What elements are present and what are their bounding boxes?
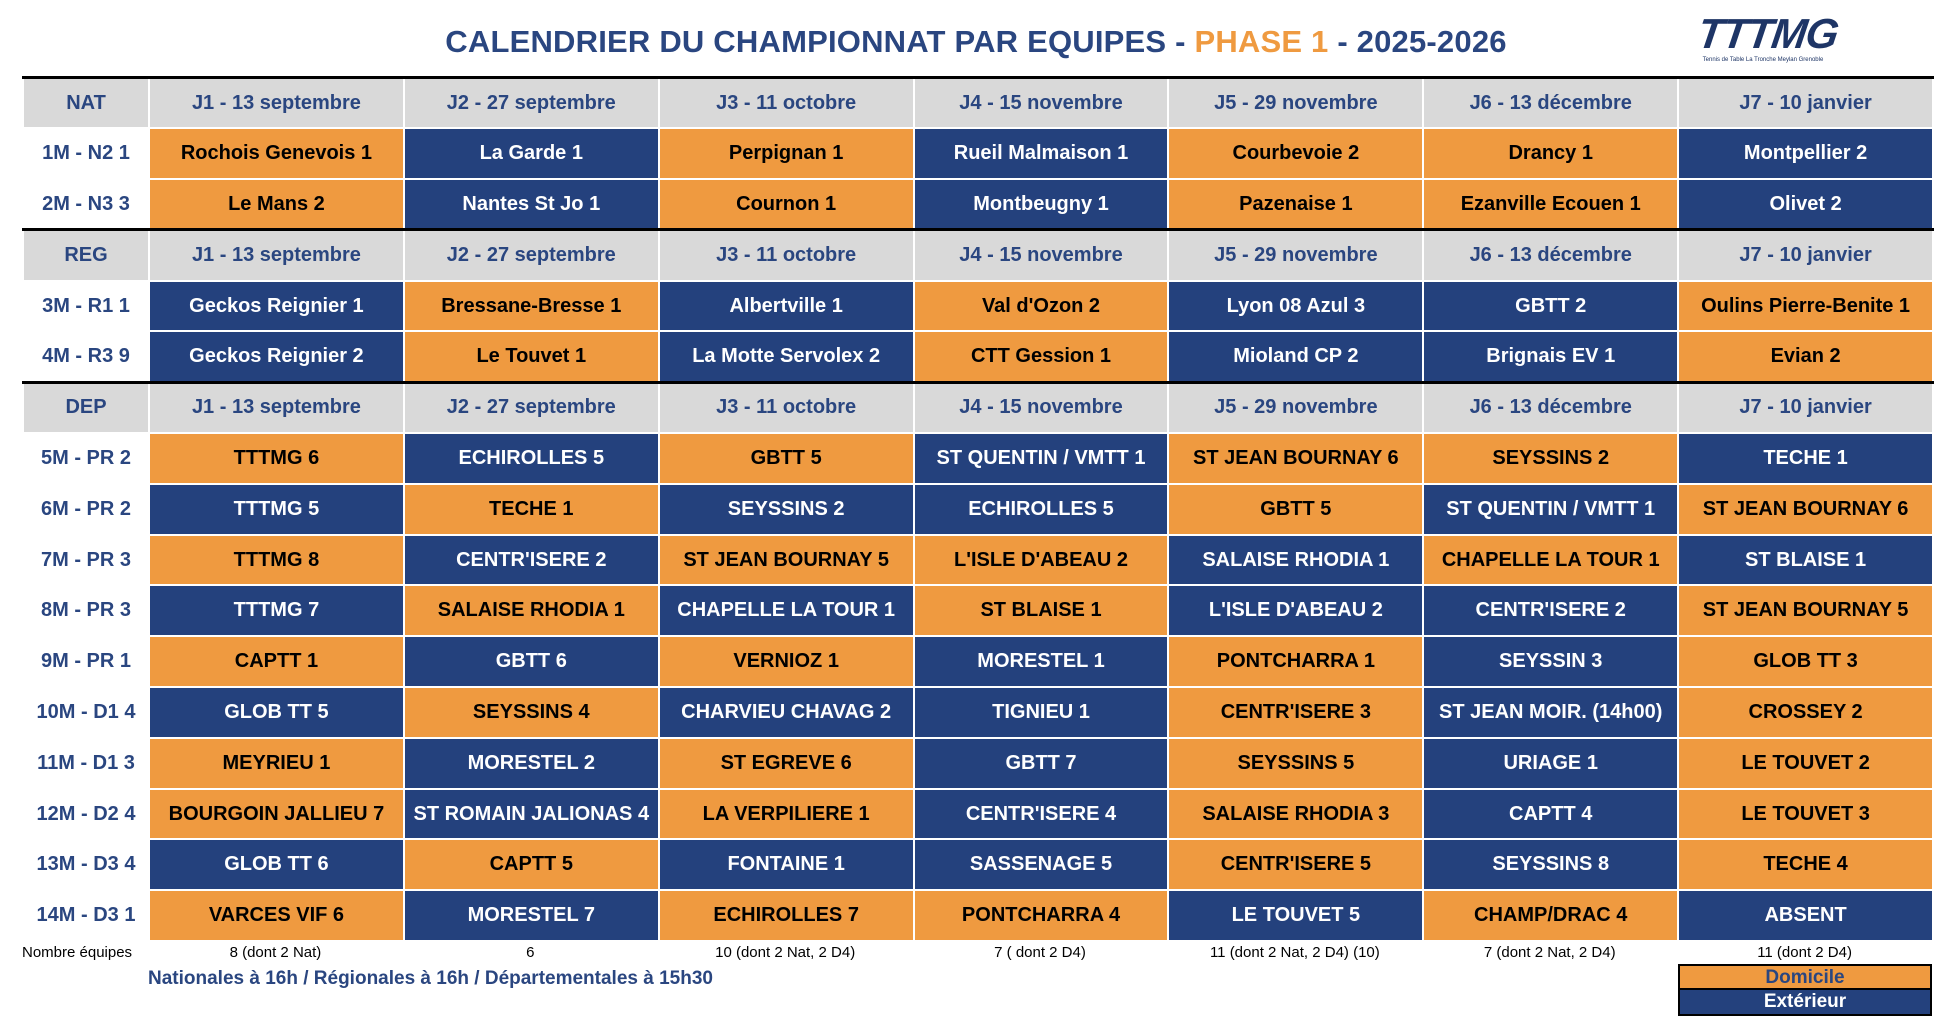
match-cell-domicile: BOURGOIN JALLIEU 7 <box>149 789 404 840</box>
section-header-row <box>23 78 1933 129</box>
match-cell-domicile: TTTMG 6 <box>149 433 404 484</box>
match-cell-exterieur: TIGNIEU 1 <box>914 687 1169 738</box>
title-suffix: - 2025-2026 <box>1328 24 1507 59</box>
match-cell-exterieur: Olivet 2 <box>1678 179 1933 230</box>
match-cell-domicile: SEYSSINS 4 <box>404 687 659 738</box>
match-cell-domicile: LE TOUVET 3 <box>1678 789 1933 840</box>
match-cell-domicile: PONTCHARRA 1 <box>1168 636 1423 687</box>
match-cell-domicile: VARCES VIF 6 <box>149 890 404 941</box>
match-cell-exterieur: L'ISLE D'ABEAU 2 <box>1168 585 1423 636</box>
match-cell-domicile: MEYRIEU 1 <box>149 738 404 789</box>
team-count: 6 <box>526 944 535 961</box>
team-count: 11 (dont 2 D4) <box>1757 944 1852 961</box>
match-cell-domicile: Oulins Pierre-Benite 1 <box>1678 281 1933 332</box>
match-cell-exterieur: Nantes St Jo 1 <box>404 179 659 230</box>
team-row <box>23 331 1933 382</box>
team-row <box>23 839 1933 890</box>
legend-domicile: Domicile <box>1678 964 1932 990</box>
match-cell-domicile: CHAPELLE LA TOUR 1 <box>1423 535 1678 586</box>
team-label: 3M - R1 1 <box>23 281 149 332</box>
match-cell-domicile: GLOB TT 3 <box>1678 636 1933 687</box>
matchday-header: J6 - 13 décembre <box>1423 78 1678 129</box>
team-counts-label: Nombre équipes <box>22 944 133 961</box>
team-row <box>23 433 1933 484</box>
team-label: 10M - D1 4 <box>23 687 149 738</box>
match-cell-exterieur: CENTR'ISERE 2 <box>1423 585 1678 636</box>
match-cell-domicile: SALAISE RHODIA 3 <box>1168 789 1423 840</box>
match-cell-exterieur: SEYSSINS 2 <box>659 484 914 535</box>
team-label: 4M - R3 9 <box>23 331 149 382</box>
match-cell-exterieur: GBTT 6 <box>404 636 659 687</box>
match-cell-domicile: ST EGREVE 6 <box>659 738 914 789</box>
match-cell-domicile: SEYSSINS 2 <box>1423 433 1678 484</box>
team-row <box>23 789 1933 840</box>
team-label: 8M - PR 3 <box>23 585 149 636</box>
match-cell-domicile: VERNIOZ 1 <box>659 636 914 687</box>
match-cell-domicile: CTT Gession 1 <box>914 331 1169 382</box>
match-cell-exterieur: La Motte Servolex 2 <box>659 331 914 382</box>
match-cell-exterieur: URIAGE 1 <box>1423 738 1678 789</box>
match-cell-domicile: ECHIROLLES 7 <box>659 890 914 941</box>
match-cell-domicile: PONTCHARRA 4 <box>914 890 1169 941</box>
logo-mark: TTTMG <box>1694 10 1841 57</box>
match-cell-domicile: LE TOUVET 2 <box>1678 738 1933 789</box>
matchday-header: J4 - 15 novembre <box>914 230 1169 281</box>
match-cell-exterieur: GLOB TT 5 <box>149 687 404 738</box>
team-label: 1M - N2 1 <box>23 128 149 179</box>
match-cell-domicile: TECHE 4 <box>1678 839 1933 890</box>
match-cell-exterieur: Geckos Reignier 2 <box>149 331 404 382</box>
match-cell-exterieur: LE TOUVET 5 <box>1168 890 1423 941</box>
matchday-header: J7 - 10 janvier <box>1678 230 1933 281</box>
match-cell-exterieur: Rueil Malmaison 1 <box>914 128 1169 179</box>
match-cell-exterieur: TTTMG 5 <box>149 484 404 535</box>
match-cell-exterieur: TTTMG 7 <box>149 585 404 636</box>
legend <box>1678 964 1932 1016</box>
section-name: REG <box>23 230 149 281</box>
match-cell-exterieur: ECHIROLLES 5 <box>914 484 1169 535</box>
match-cell-exterieur: GBTT 7 <box>914 738 1169 789</box>
team-row <box>23 636 1933 687</box>
team-label: 6M - PR 2 <box>23 484 149 535</box>
match-cell-domicile: Val d'Ozon 2 <box>914 281 1169 332</box>
matchday-header: J4 - 15 novembre <box>914 382 1169 433</box>
matchday-header: J3 - 11 octobre <box>659 382 914 433</box>
matchday-header: J6 - 13 décembre <box>1423 382 1678 433</box>
matchday-header: J2 - 27 septembre <box>404 78 659 129</box>
match-cell-exterieur: CAPTT 4 <box>1423 789 1678 840</box>
match-cell-exterieur: ST ROMAIN JALIONAS 4 <box>404 789 659 840</box>
match-cell-domicile: Rochois Genevois 1 <box>149 128 404 179</box>
section-header-row <box>23 230 1933 281</box>
matchday-header: J1 - 13 septembre <box>149 78 404 129</box>
match-cell-exterieur: CHAPELLE LA TOUR 1 <box>659 585 914 636</box>
match-cell-exterieur: CENTR'ISERE 2 <box>404 535 659 586</box>
match-cell-domicile: ST JEAN BOURNAY 5 <box>1678 585 1933 636</box>
match-cell-exterieur: CHARVIEU CHAVAG 2 <box>659 687 914 738</box>
match-cell-exterieur: Montpellier 2 <box>1678 128 1933 179</box>
match-cell-exterieur: MORESTEL 2 <box>404 738 659 789</box>
title-prefix: CALENDRIER DU CHAMPIONNAT PAR EQUIPES - <box>445 24 1195 59</box>
team-row <box>23 585 1933 636</box>
match-cell-exterieur: Montbeugny 1 <box>914 179 1169 230</box>
club-logo <box>1694 10 1841 68</box>
match-cell-domicile: TTTMG 8 <box>149 535 404 586</box>
match-cell-domicile: Le Touvet 1 <box>404 331 659 382</box>
section-name: NAT <box>23 78 149 129</box>
matchday-header: J5 - 29 novembre <box>1168 382 1423 433</box>
section-name: DEP <box>23 382 149 433</box>
section-header-row <box>23 382 1933 433</box>
team-label: 14M - D3 1 <box>23 890 149 941</box>
match-cell-exterieur: Mioland CP 2 <box>1168 331 1423 382</box>
match-cell-domicile: CAPTT 5 <box>404 839 659 890</box>
team-row <box>23 890 1933 941</box>
matchday-header: J3 - 11 octobre <box>659 78 914 129</box>
match-cell-domicile: Perpignan 1 <box>659 128 914 179</box>
match-cell-domicile: CROSSEY 2 <box>1678 687 1933 738</box>
matchday-header: J1 - 13 septembre <box>149 382 404 433</box>
match-cell-exterieur: SALAISE RHODIA 1 <box>1168 535 1423 586</box>
team-row <box>23 128 1933 179</box>
matchday-header: J5 - 29 novembre <box>1168 78 1423 129</box>
match-cell-domicile: Courbevoie 2 <box>1168 128 1423 179</box>
team-label: 7M - PR 3 <box>23 535 149 586</box>
match-cell-domicile: Ezanville Ecouen 1 <box>1423 179 1678 230</box>
team-row <box>23 738 1933 789</box>
match-cell-exterieur: MORESTEL 7 <box>404 890 659 941</box>
match-cell-domicile: CHAMP/DRAC 4 <box>1423 890 1678 941</box>
matchday-header: J7 - 10 janvier <box>1678 78 1933 129</box>
match-cell-exterieur: ABSENT <box>1678 890 1933 941</box>
match-times-note: Nationales à 16h / Régionales à 16h / Départementales à 15h30 <box>148 968 713 989</box>
page-title <box>0 24 1952 60</box>
logo-subtitle: Tennis de Table La Tronche Meylan Grenoble <box>1702 57 1824 63</box>
team-count: 10 (dont 2 Nat, 2 D4) <box>715 944 856 961</box>
team-label: 9M - PR 1 <box>23 636 149 687</box>
match-cell-exterieur: Brignais EV 1 <box>1423 331 1678 382</box>
match-cell-exterieur: ST JEAN MOIR. (14h00) <box>1423 687 1678 738</box>
match-cell-exterieur: ST BLAISE 1 <box>1678 535 1933 586</box>
match-cell-domicile: Evian 2 <box>1678 331 1933 382</box>
team-label: 5M - PR 2 <box>23 433 149 484</box>
match-cell-exterieur: GLOB TT 6 <box>149 839 404 890</box>
team-row <box>23 535 1933 586</box>
matchday-header: J5 - 29 novembre <box>1168 230 1423 281</box>
match-cell-exterieur: FONTAINE 1 <box>659 839 914 890</box>
matchday-header: J6 - 13 décembre <box>1423 230 1678 281</box>
match-cell-exterieur: ST QUENTIN / VMTT 1 <box>1423 484 1678 535</box>
match-cell-domicile: CAPTT 1 <box>149 636 404 687</box>
match-cell-domicile: GBTT 5 <box>1168 484 1423 535</box>
match-cell-domicile: Cournon 1 <box>659 179 914 230</box>
match-cell-domicile: ST JEAN BOURNAY 6 <box>1678 484 1933 535</box>
match-cell-domicile: ST JEAN BOURNAY 5 <box>659 535 914 586</box>
match-cell-domicile: ST BLAISE 1 <box>914 585 1169 636</box>
match-cell-domicile: CENTR'ISERE 5 <box>1168 839 1423 890</box>
match-cell-domicile: SALAISE RHODIA 1 <box>404 585 659 636</box>
schedule-body <box>23 78 1933 942</box>
team-label: 11M - D1 3 <box>23 738 149 789</box>
match-cell-exterieur: Lyon 08 Azul 3 <box>1168 281 1423 332</box>
match-cell-exterieur: SEYSSINS 8 <box>1423 839 1678 890</box>
match-cell-domicile: Pazenaise 1 <box>1168 179 1423 230</box>
match-cell-exterieur: La Garde 1 <box>404 128 659 179</box>
match-cell-domicile: ST JEAN BOURNAY 6 <box>1168 433 1423 484</box>
team-count: 8 (dont 2 Nat) <box>229 944 322 961</box>
match-cell-domicile: Bressane-Bresse 1 <box>404 281 659 332</box>
match-cell-domicile: Drancy 1 <box>1423 128 1678 179</box>
team-row <box>23 281 1933 332</box>
team-label: 13M - D3 4 <box>23 839 149 890</box>
match-cell-exterieur: CENTR'ISERE 4 <box>914 789 1169 840</box>
team-row <box>23 484 1933 535</box>
team-count: 11 (dont 2 Nat, 2 D4) (10) <box>1209 944 1380 961</box>
legend-exterieur: Extérieur <box>1678 990 1932 1016</box>
match-cell-exterieur: SEYSSIN 3 <box>1423 636 1678 687</box>
match-cell-domicile: CENTR'ISERE 3 <box>1168 687 1423 738</box>
team-counts-row <box>22 944 1932 966</box>
team-row <box>23 179 1933 230</box>
match-cell-exterieur: MORESTEL 1 <box>914 636 1169 687</box>
match-cell-domicile: TECHE 1 <box>404 484 659 535</box>
team-label: 2M - N3 3 <box>23 179 149 230</box>
match-cell-exterieur: SASSENAGE 5 <box>914 839 1169 890</box>
match-cell-domicile: LA VERPILIERE 1 <box>659 789 914 840</box>
matchday-header: J7 - 10 janvier <box>1678 382 1933 433</box>
team-count: 7 ( dont 2 D4) <box>994 944 1086 961</box>
match-cell-domicile: GBTT 5 <box>659 433 914 484</box>
match-cell-domicile: L'ISLE D'ABEAU 2 <box>914 535 1169 586</box>
schedule-table <box>22 76 1934 942</box>
match-cell-exterieur: Geckos Reignier 1 <box>149 281 404 332</box>
match-cell-exterieur: TECHE 1 <box>1678 433 1933 484</box>
matchday-header: J1 - 13 septembre <box>149 230 404 281</box>
match-cell-domicile: Le Mans 2 <box>149 179 404 230</box>
title-phase: PHASE 1 <box>1194 24 1329 59</box>
match-cell-exterieur: ST QUENTIN / VMTT 1 <box>914 433 1169 484</box>
matchday-header: J3 - 11 octobre <box>659 230 914 281</box>
matchday-header: J2 - 27 septembre <box>404 230 659 281</box>
team-count: 7 (dont 2 Nat, 2 D4) <box>1483 944 1616 961</box>
matchday-header: J4 - 15 novembre <box>914 78 1169 129</box>
team-label: 12M - D2 4 <box>23 789 149 840</box>
team-row <box>23 687 1933 738</box>
matchday-header: J2 - 27 septembre <box>404 382 659 433</box>
match-cell-exterieur: ECHIROLLES 5 <box>404 433 659 484</box>
match-cell-exterieur: GBTT 2 <box>1423 281 1678 332</box>
match-cell-exterieur: Albertville 1 <box>659 281 914 332</box>
match-cell-domicile: SEYSSINS 5 <box>1168 738 1423 789</box>
